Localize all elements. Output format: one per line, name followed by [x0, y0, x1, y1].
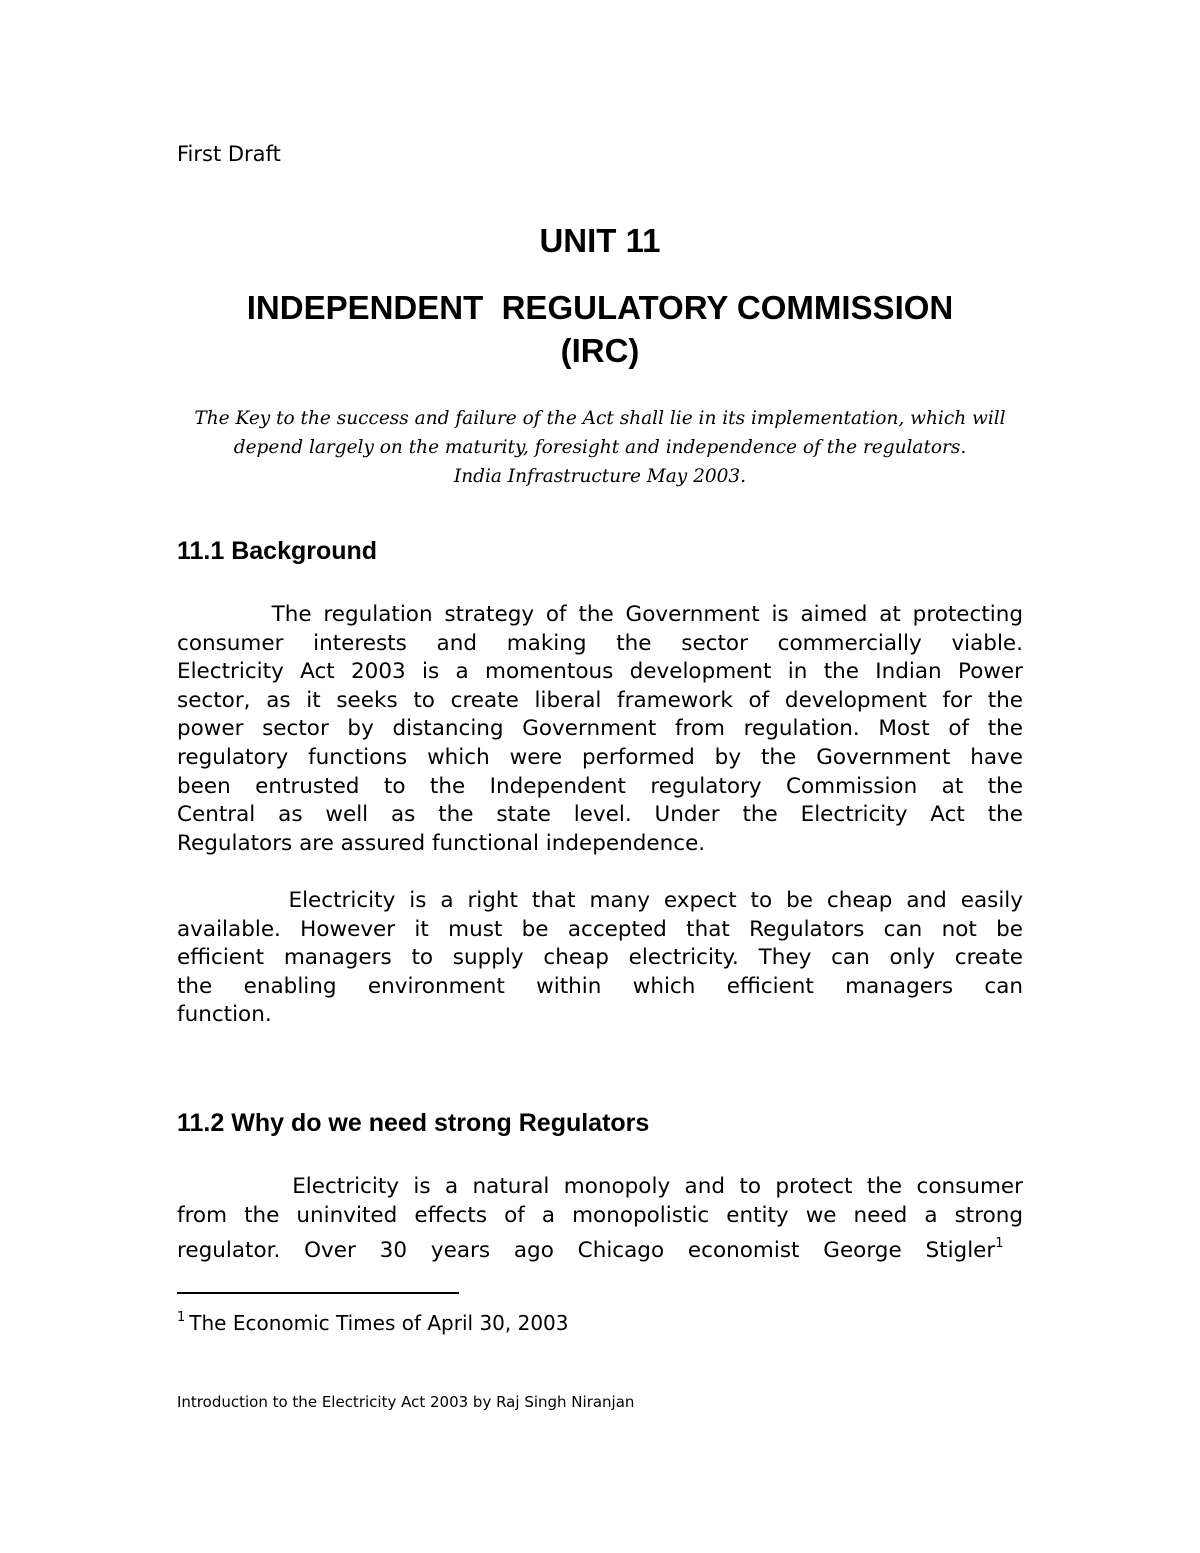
text-line: The regulation strategy of the Government is aimed at protecting: [177, 602, 1023, 627]
text-line: Central as well as the state level. Under the Electricity Act the: [177, 802, 1023, 828]
epigraph-source: India Infrastructure May 2003.: [453, 466, 747, 487]
text-line: Electricity is a right that many expect to be cheap and easily: [177, 888, 1023, 913]
text-line: efficient managers to supply cheap electricity. They can only create: [177, 945, 1023, 971]
text-line: available. However it must be accepted that Regulators can not be: [177, 916, 1023, 942]
text-line: sector, as it seeks to create liberal framework of development for the: [177, 687, 1023, 713]
section-heading-background: 11.1 Background: [177, 537, 378, 565]
epigraph-line-2: depend largely on the maturity, foresight and independence of the regulators.: [233, 437, 967, 458]
text-line: power sector by distancing Government from regulation. Most of the: [177, 716, 1023, 742]
text-line: the enabling environment within which efficient managers can: [177, 973, 1023, 999]
unit-title: UNIT 11: [539, 222, 661, 259]
background-paragraph-1: [177, 601, 1023, 858]
text-line: been entrusted to the Independent regulatory Commission at the: [177, 773, 1023, 799]
section-heading-strong-regulators: 11.2 Why do we need strong Regulators: [177, 1109, 650, 1137]
text-line: regulator. Over 30 years ago Chicago economist George Stigler: [177, 1238, 996, 1264]
document-title: [0, 286, 1200, 372]
footnote-number: 1: [177, 1310, 186, 1325]
text-line: consumer interests and making the sector commercially viable.: [177, 630, 1023, 656]
footnote-divider: [177, 1292, 459, 1294]
page-footer: Introduction to the Electricity Act 2003 by Raj Singh Niranjan: [177, 1393, 635, 1411]
footnote-text: The Economic Times of April 30, 2003: [189, 1311, 569, 1335]
text-line: Electricity Act 2003 is a momentous development in the Indian Power: [177, 659, 1023, 685]
footnote: [177, 1310, 569, 1335]
text-line: regulatory functions which were performed by the Government have: [177, 744, 1023, 770]
title-line-1: INDEPENDENT REGULATORY COMMISSION: [246, 289, 954, 326]
text-line: Electricity is a natural monopoly and to protect the consumer: [177, 1174, 1023, 1199]
draft-label: First Draft: [177, 142, 281, 166]
text-line-with-ref: [177, 1230, 1023, 1264]
background-paragraph-2: [177, 887, 1023, 1030]
text-line: from the uninvited effects of a monopolistic entity we need a strong: [177, 1202, 1023, 1228]
text-line: Regulators are assured functional independence.: [177, 830, 706, 856]
epigraph-line-1: The Key to the success and failure of the Act shall lie in its implementation, which will: [194, 408, 1006, 429]
epigraph: [0, 404, 1200, 491]
text-line: function.: [177, 1002, 272, 1028]
regulators-paragraph-1: [177, 1173, 1023, 1264]
title-line-2: (IRC): [560, 332, 640, 369]
footnote-reference[interactable]: 1: [995, 1236, 1004, 1252]
